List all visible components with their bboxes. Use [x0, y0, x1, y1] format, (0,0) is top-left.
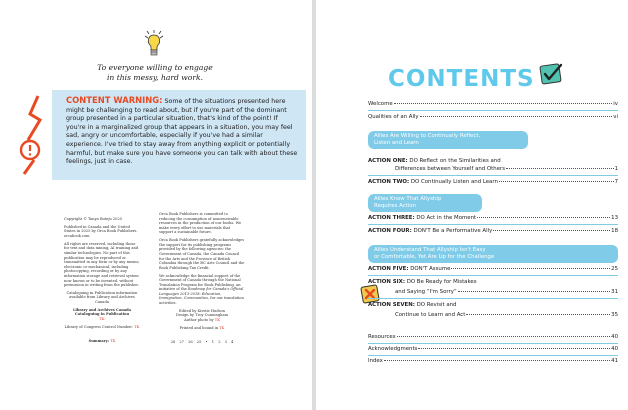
toc-leader-dots: [384, 360, 610, 361]
printing-numbers: 28 27 26 25 • 1 2 3 4: [170, 340, 234, 345]
cip-tk: TK: [99, 317, 105, 322]
toc-action-one-cont[interactable]: [368, 166, 618, 173]
toc-action-six[interactable]: [368, 279, 618, 286]
toc-action-five[interactable]: [368, 266, 618, 273]
toc-leader-dots: [458, 291, 610, 292]
translation-note-post: , for our translation activities.: [159, 296, 244, 306]
funding-note: Orca Book Publishers gratefully acknowledges the support for its publishing programs provided by the following agencies: the Government of Canada, the Canada Council for the Arts and the Province of British Columbia through the BC Arts Council and the Book Publishing Tax Credit.: [159, 238, 245, 270]
toc-action-seven-cont[interactable]: [368, 312, 618, 319]
toc-entry-page: 41: [611, 358, 618, 364]
printed-label: Printed and bound in: [179, 325, 220, 330]
left-page: [0, 0, 312, 410]
summary-tk: TK: [110, 339, 116, 344]
action-label: ACTION FIVE:: [368, 266, 409, 272]
action-label: ACTION SEVEN:: [368, 302, 415, 308]
action-label: ACTION TWO:: [368, 179, 410, 185]
translation-note-pre: We acknowledge the financial support of the Government of Canada through the National Translation Program for Book Publishing, an initiative of the: [159, 273, 241, 292]
toc-leader-dots: [420, 116, 613, 117]
action-title: DON'T Assume: [408, 266, 451, 272]
content-warning-box: [52, 90, 306, 180]
copyright-line: Copyright © Tanya Boteju 2025: [64, 217, 123, 221]
translation-note-italic: Roadmap for Canada's Official Languages 2013-2018: Education, Immigration, Communities: [159, 287, 244, 301]
content-warning-text: Some of the situations presented here might be challenging to read about, but if you're part of the dominant group presented in a particular situation, that's kind of the point! If you're in a marginalized group that appears in a situation, you may feel sad, angry or uncomfortable, especially if you've had a similar experience. I've tried to stay away from anything explicit or potentially harmful, but make sure you have someone you can talk with about these feelings, just in case.: [66, 98, 298, 166]
printed-tk: TK: [219, 325, 225, 330]
dedication-line-1: To everyone willing to engage: [97, 63, 213, 72]
toc-divider: [368, 355, 618, 356]
translation-note: [159, 274, 245, 306]
action-label: ACTION ONE:: [368, 158, 408, 164]
toc-divider: [368, 275, 618, 276]
right-page: [316, 0, 628, 410]
toc-entry-label: Index: [368, 358, 383, 364]
toc-leader-dots: [394, 103, 613, 104]
toc-divider: [368, 224, 618, 225]
toc-action-three[interactable]: [368, 215, 618, 222]
toc-entry-page: 40: [611, 346, 618, 352]
lccn-line: [64, 325, 140, 330]
lightbulb-icon: [143, 30, 165, 60]
author-photo-tk: TK: [214, 318, 220, 323]
toc-divider: [368, 110, 618, 111]
toc-divider: [368, 343, 618, 344]
toc-leader-dots: [506, 168, 614, 169]
action-title: DO Revisit and: [414, 302, 457, 308]
toc-entry-page: 7: [614, 179, 618, 185]
action-title-cont: and Saying “I'm Sorry”: [395, 289, 457, 295]
toc-divider: [368, 298, 618, 299]
toc-entry-page: 25: [611, 266, 618, 272]
toc-leader-dots: [466, 314, 610, 315]
toc-entry-page: 40: [611, 334, 618, 340]
checkmark-badge-icon: [538, 62, 564, 87]
action-title-cont: Differences between Yourself and Others: [395, 166, 506, 172]
toc-entry-qualities[interactable]: [368, 114, 618, 121]
section-heading-2: [368, 194, 482, 212]
section-heading-line: Allies Understand That Allyship Isn't Easy: [374, 247, 486, 253]
action-label: ACTION SIX:: [368, 279, 405, 285]
summary-line: [64, 339, 140, 344]
section-heading-1: [368, 131, 528, 149]
toc-action-six-cont[interactable]: [368, 289, 618, 296]
toc-divider: [368, 175, 618, 176]
toc-entry-page: 13: [611, 215, 618, 221]
action-label: ACTION THREE:: [368, 215, 415, 221]
action-title: DO Reflect on the Similarities and: [407, 158, 501, 164]
section-heading-line: Listen and Learn: [374, 139, 419, 146]
published-note: Published in Canada and the United States in 2025 by Orca Book Publishers. orcabook.com: [64, 224, 138, 238]
toc-action-two[interactable]: [368, 179, 618, 186]
section-heading-line: Allies Are Willing to Continually Reflect,: [374, 133, 481, 139]
sustainability-note: Orca Book Publishers is committed to reducing the consumption of nonrenewable resources in the production of our books. We make every effort to use materials that support a sustainable future.: [159, 212, 242, 235]
section-heading-line: Requires Action: [374, 202, 416, 209]
design-by: Design by Troy Cunningham: [175, 313, 228, 318]
summary-label: Summary:: [88, 339, 111, 344]
lccn-label: Library of Congress Control Number:: [64, 324, 135, 329]
contents-title: CONTENTS: [388, 66, 535, 92]
toc-entry-page: 31: [611, 289, 618, 295]
toc-entry-page: 35: [611, 312, 618, 318]
toc-leader-dots: [397, 336, 611, 337]
lac-heading-2: Cataloguing in Publication: [74, 312, 130, 317]
section-heading-3: [368, 245, 618, 263]
toc-action-seven[interactable]: [368, 302, 618, 309]
action-title: DO Continually Listen and Learn: [409, 179, 498, 185]
toc-entry-label: Qualities of an Ally: [368, 114, 419, 120]
action-title: DO Be Ready for Mistakes: [404, 279, 477, 285]
action-title: DO Act in the Moment: [414, 215, 477, 221]
toc-entry-page: vi: [613, 114, 618, 120]
toc-entry-welcome[interactable]: [368, 101, 618, 108]
action-title-cont: Continue to Learn and Act: [395, 312, 466, 318]
edited-by: Edited by Kirstie Hudson: [179, 308, 225, 313]
dedication: [60, 63, 250, 83]
warning-alert-icon: [10, 94, 50, 176]
dedication-line-2: in this messy, hard work.: [106, 73, 204, 82]
action-label: ACTION FOUR:: [368, 228, 412, 234]
toc-leader-dots: [477, 217, 610, 218]
toc-entry-page: 1: [614, 166, 618, 172]
toc-entry-label: Welcome: [368, 101, 393, 107]
lccn-tk: TK: [134, 324, 140, 329]
toc-entry-index[interactable]: [368, 358, 618, 365]
toc-entry-label: Acknowledgments: [368, 346, 418, 352]
cip-note: Cataloguing in Publication information available from Library and Archives Canada: [66, 290, 138, 305]
lac-heading-1: Library and Archives Canada: [72, 307, 132, 312]
toc-leader-dots: [418, 348, 610, 349]
colophon-column: [159, 212, 245, 348]
toc-entry-acknowledgments[interactable]: [368, 346, 618, 353]
toc-entry-page: iv: [613, 101, 618, 107]
toc-leader-dots: [451, 268, 610, 269]
content-warning-title: CONTENT WARNING:: [66, 95, 163, 105]
toc-action-four[interactable]: [368, 228, 618, 235]
section-heading-line: Allies Know That Allyship: [374, 196, 442, 202]
action-title: DON'T Be a Performative Ally: [411, 228, 493, 234]
toc-leader-dots: [499, 181, 614, 182]
section-heading-line: or Comfortable, Yet Are Up for the Challenge: [374, 253, 495, 260]
author-photo-line: [159, 318, 245, 323]
toc-entry-resources[interactable]: [368, 334, 618, 341]
copyright-column: [64, 217, 140, 347]
toc-entry-page: 18: [611, 228, 618, 234]
toc-leader-dots: [493, 230, 610, 231]
printed-line: [159, 326, 245, 331]
rights-note: All rights are reserved, including those for text and data mining, AI training and similar technologies. No part of this publication may be reproduced or transmitted in any form or by any means, electronic or mechanical, including photocopying, recording or by any information storage and retrieval system now known or to be invented, without permission in writing from the publisher.: [64, 241, 140, 288]
toc-entry-label: Resources: [368, 334, 396, 340]
author-photo-label: Author photo by: [184, 318, 215, 323]
toc-action-one[interactable]: [368, 158, 618, 165]
